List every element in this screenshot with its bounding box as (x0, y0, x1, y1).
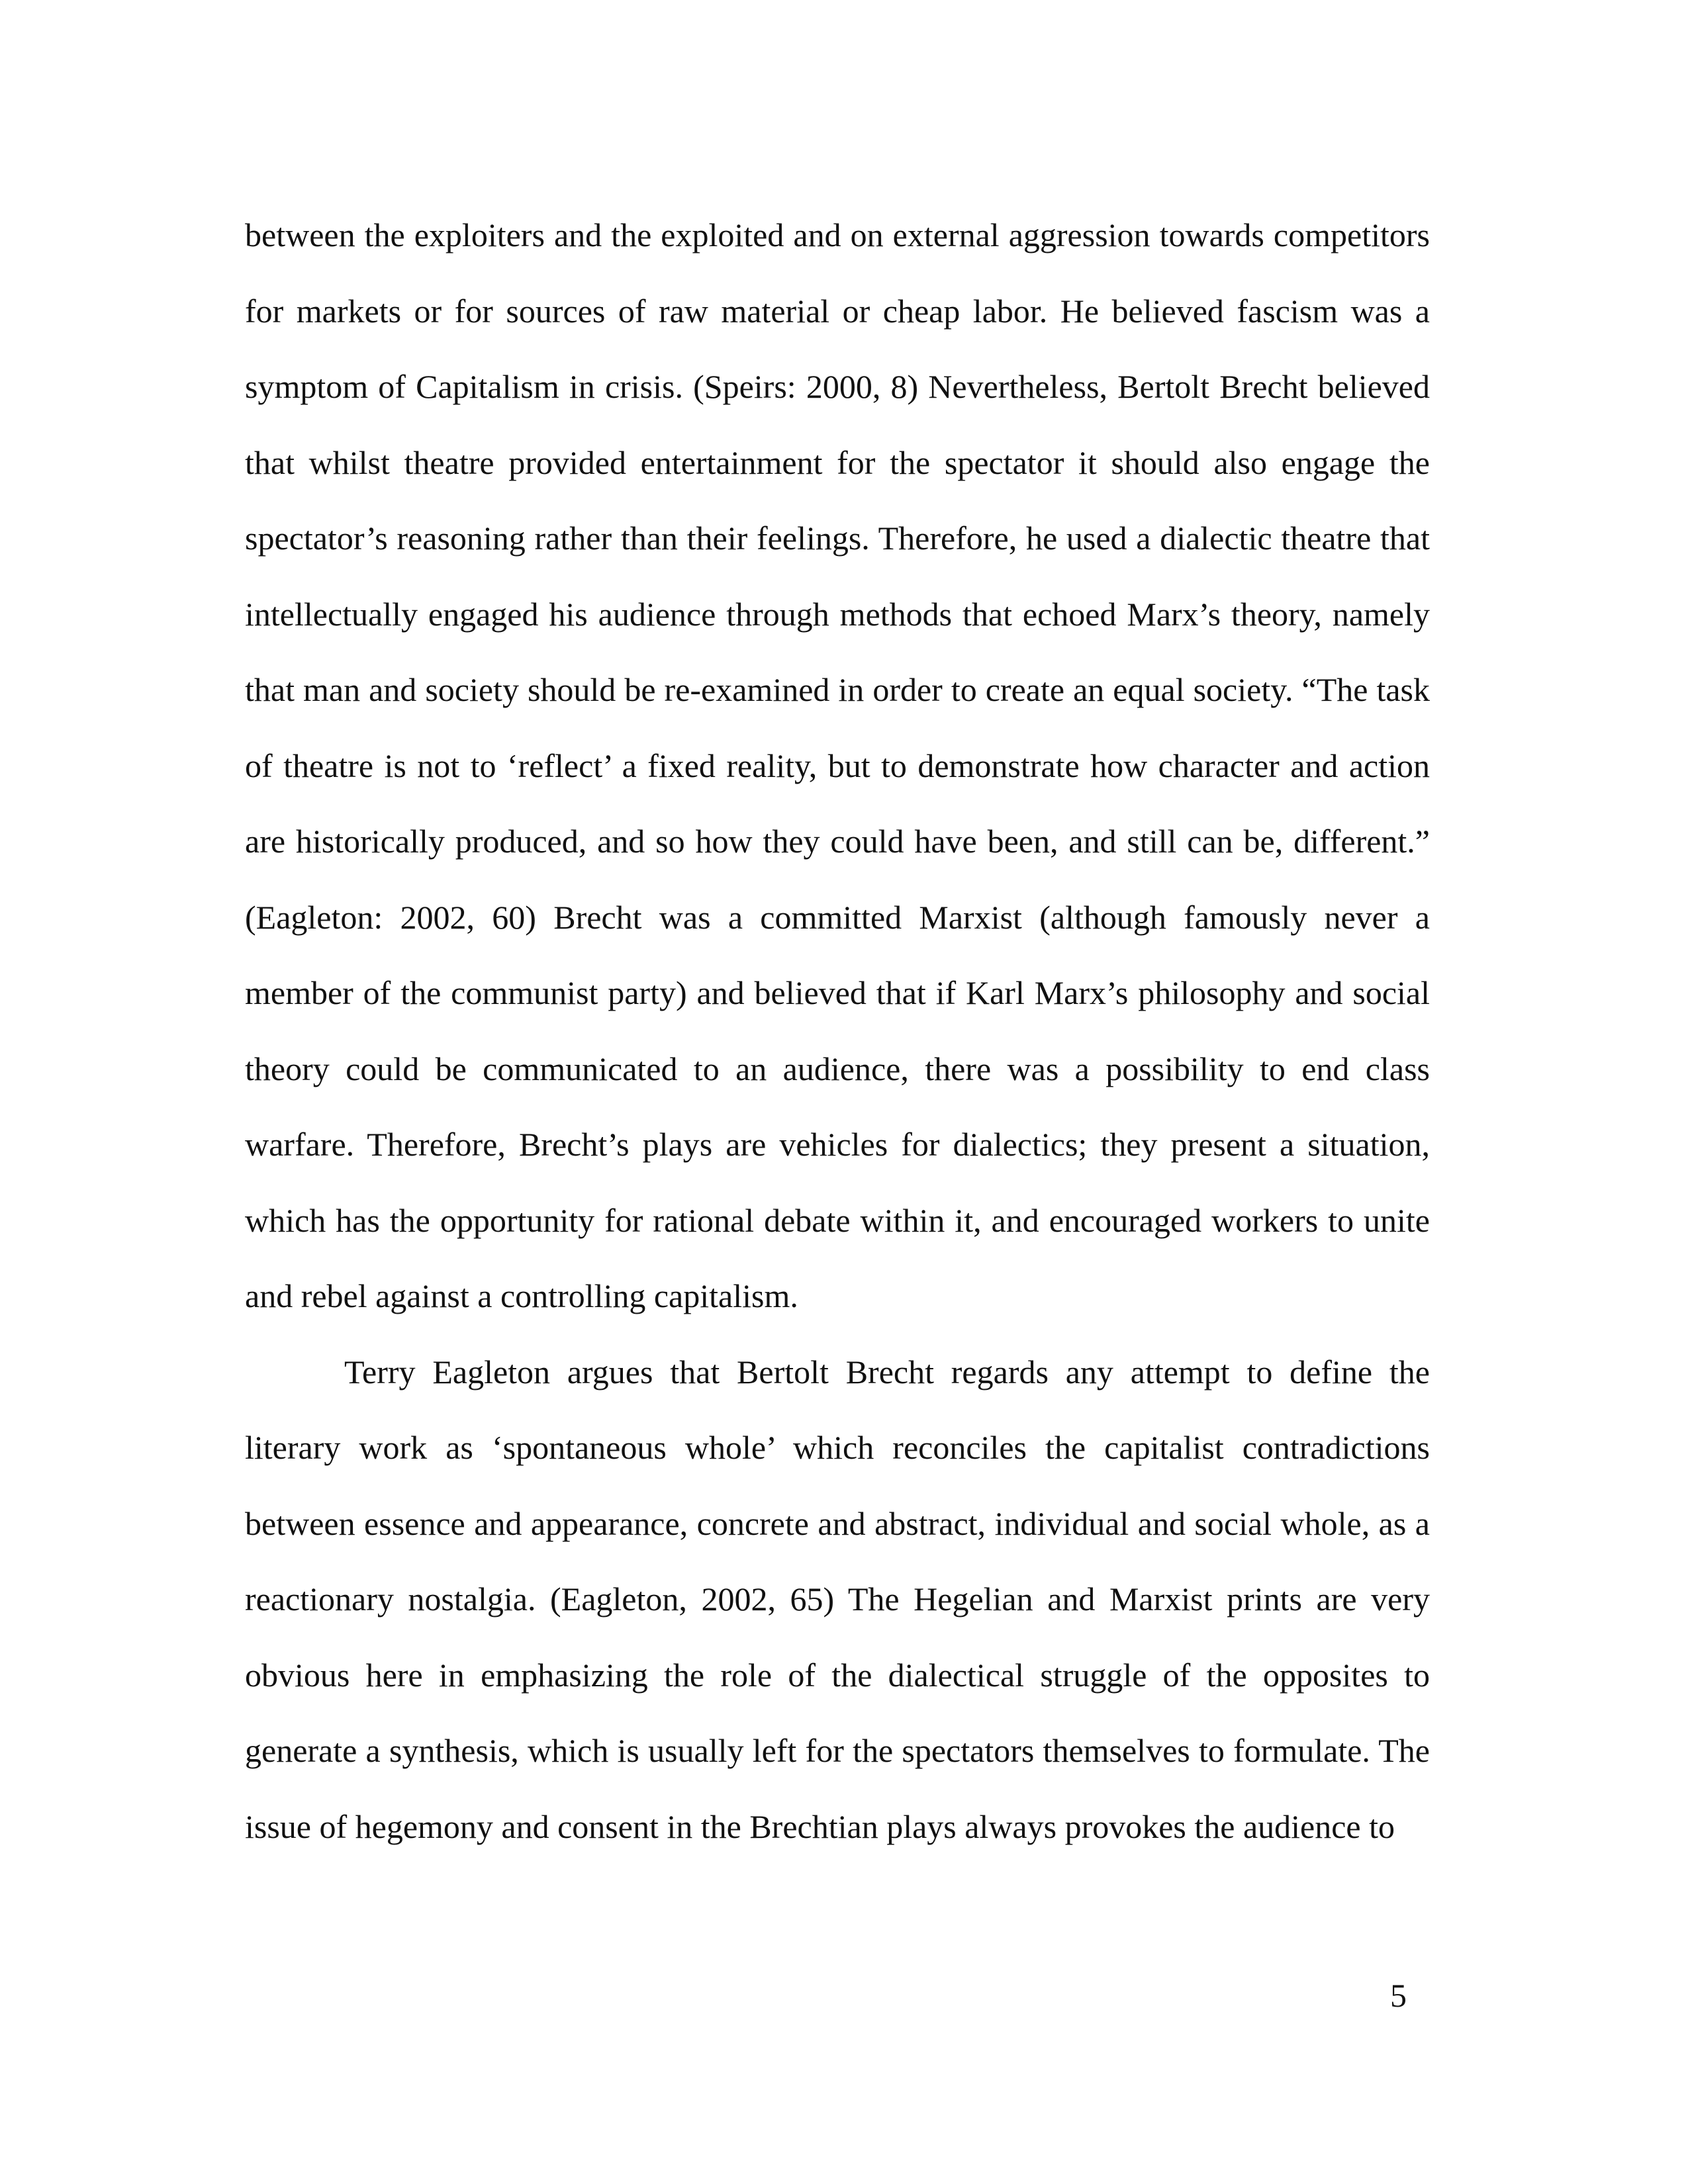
paragraph-2: Terry Eagleton argues that Bertolt Brecht regards any attempt to define the literary work as ‘spontaneous whole’ which reconciles the capitalist contradictions between essence and appearance, concrete and abstract, individual and social whole, as a reactionary nostalgia. (Eagleton, 2002, 65) The Hegelian and Marxist prints are very obvious here in emphasizing the role of the dialectical struggle of the opposites to generate a synthesis, which is usually left for the spectators themselves to formulate. The issue of hegemony and consent in the Brechtian plays always provokes the audience to (245, 1353, 1430, 1845)
paragraph-1: between the exploiters and the exploited and on external aggression towards competitors for markets or for sources of raw material or cheap labor. He believed fascism was a symptom of Capitalism in crisis. (Speirs: 2000, 8) Nevertheless, Bertolt Brecht believed that whilst theatre provided entertainment for the spectator it should also engage the spectator’s reasoning rather than their feelings. Therefore, he used a dialectic theatre that intellectually engaged his audience through methods that echoed Marx’s theory, namely that man and society should be re-examined in order to create an equal society. “The task of theatre is not to ‘reflect’ a fixed reality, but to demonstrate how character and action are historically produced, and so how they could have been, and still can be, different.” (Eagleton: 2002, 60) Brecht was a committed Marxist (although famously never a member of the communist party) and believed that if Karl Marx’s philosophy and social theory could be communicated to an audience, there was a possibility to end class warfare. Therefore, Brecht’s plays are vehicles for dialectics; they present a situation, which has the opportunity for rational debate within it, and encouraged workers to unite and rebel against a controlling capitalism. (245, 216, 1430, 1314)
page-number: 5 (1390, 1977, 1407, 2014)
body-text (245, 197, 1430, 1864)
